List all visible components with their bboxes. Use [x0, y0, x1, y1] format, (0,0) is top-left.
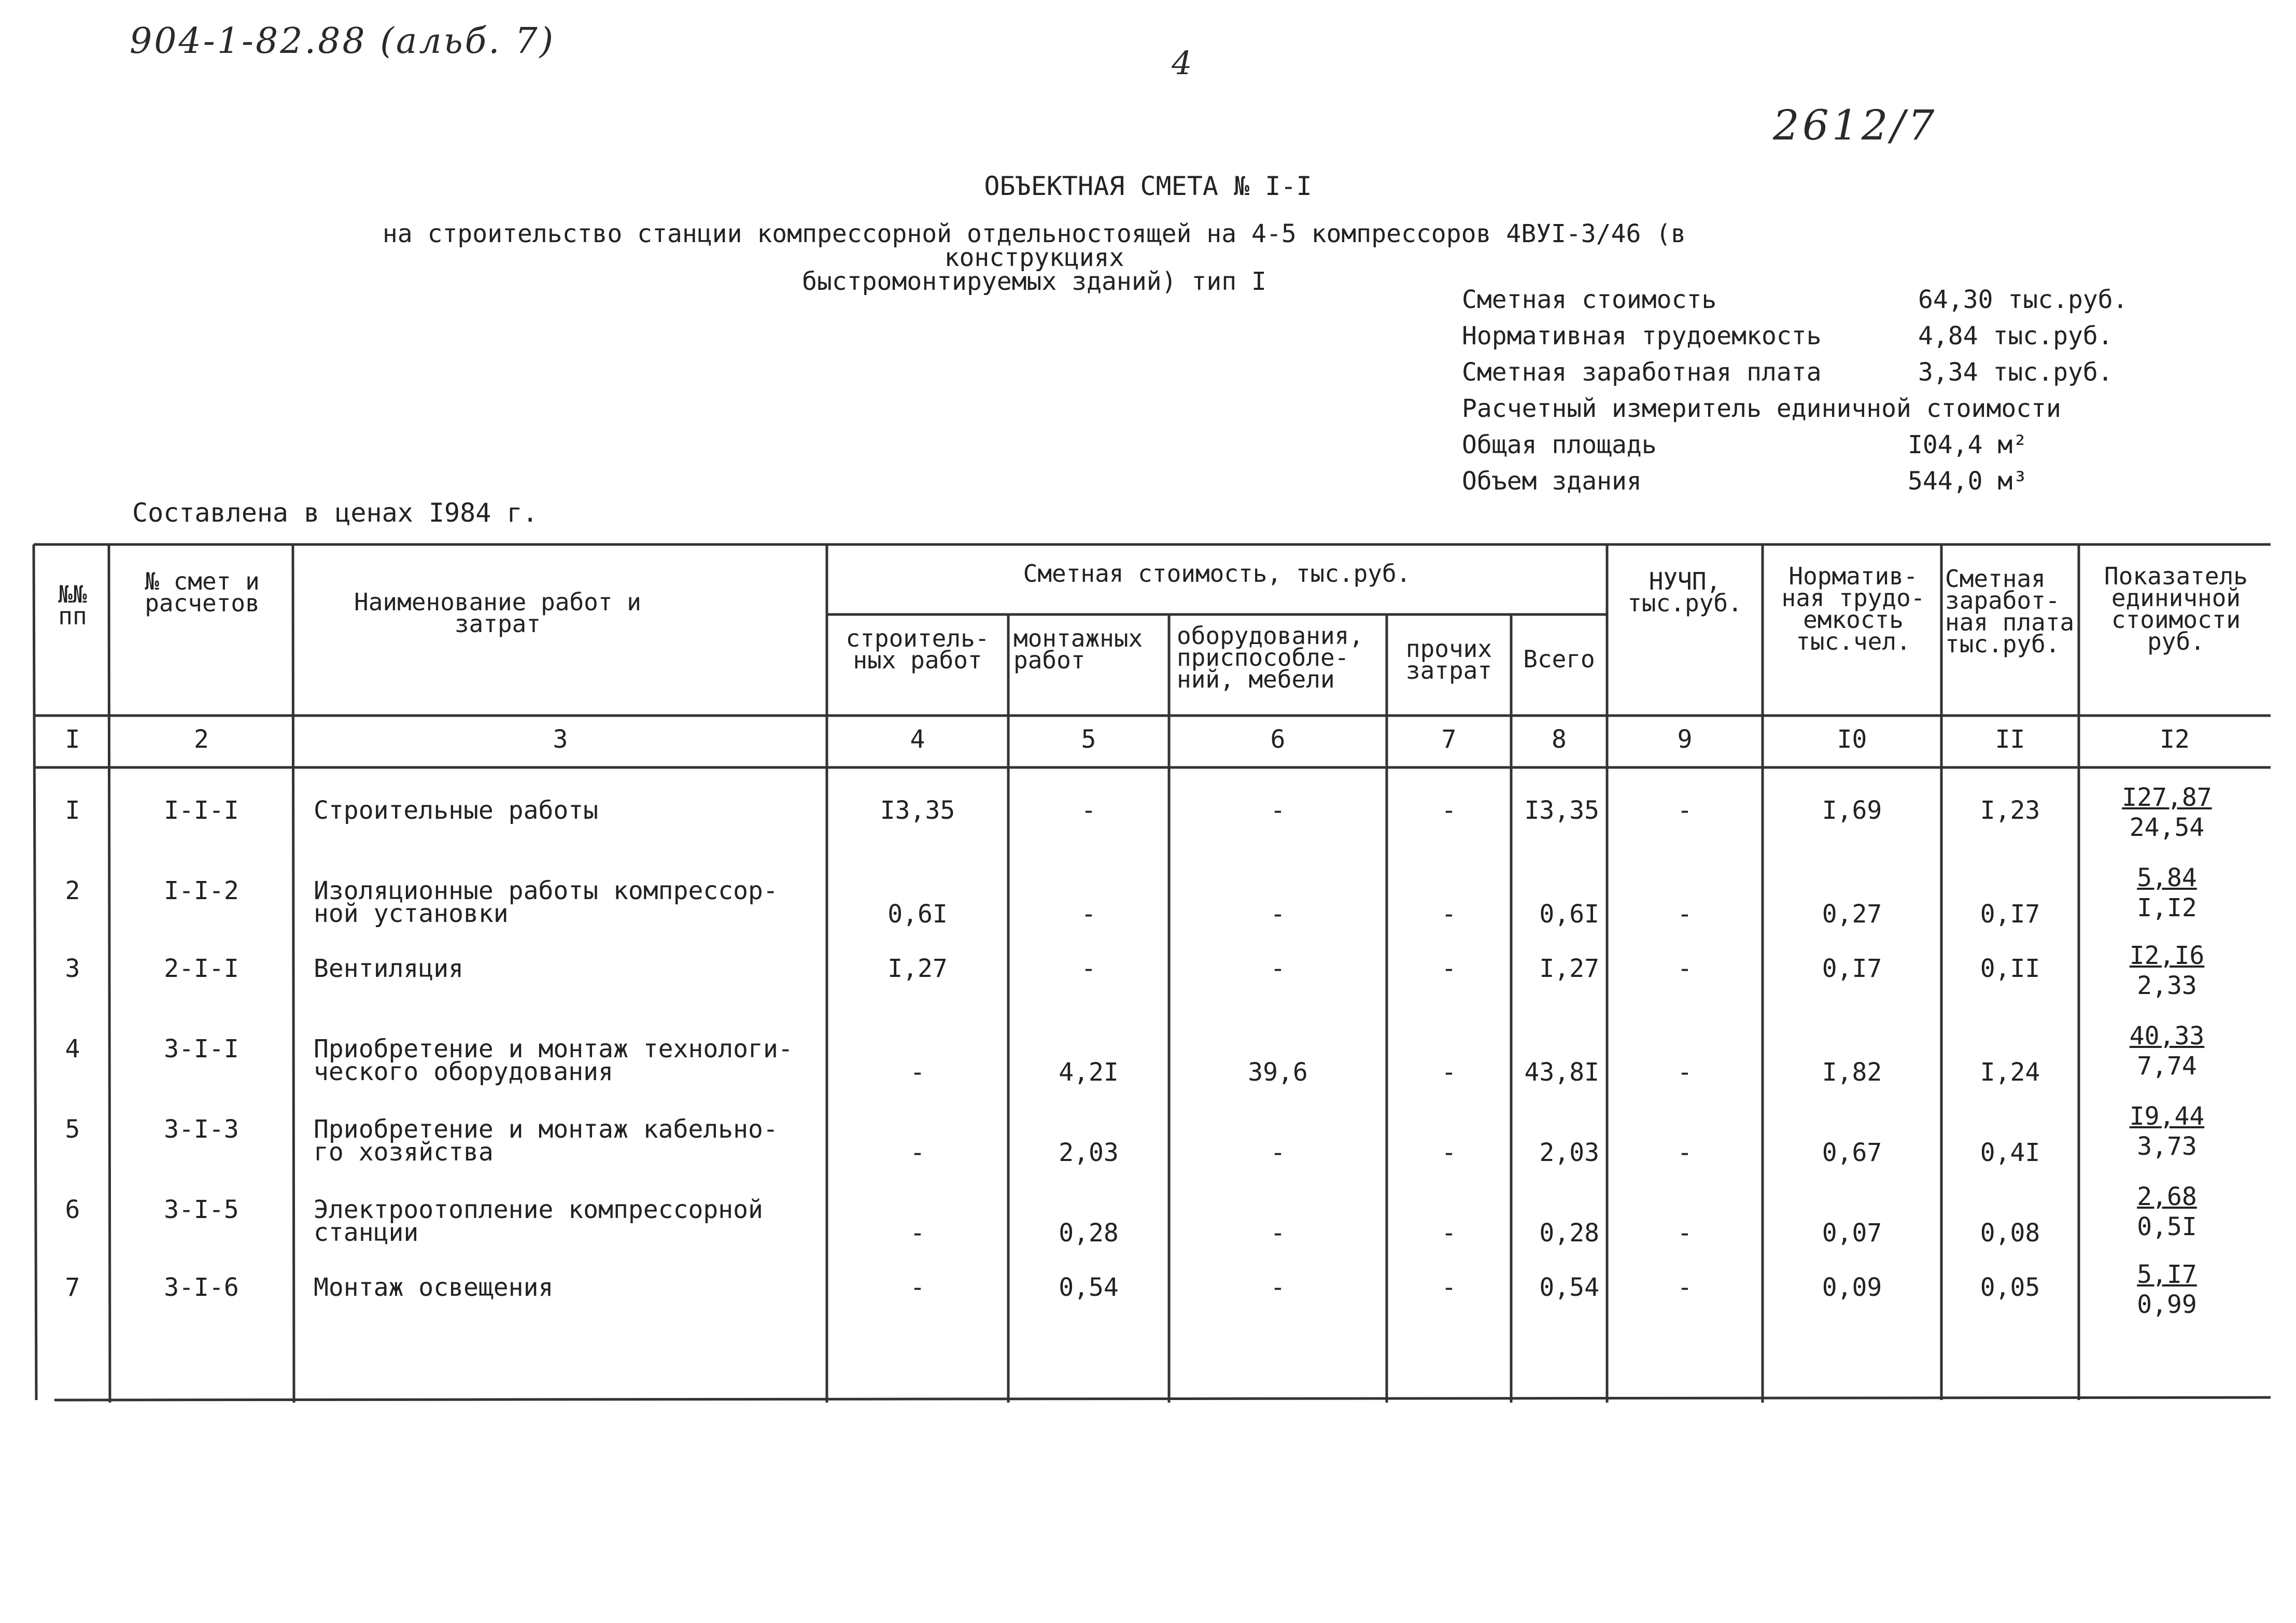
column-number-7: 7 — [1441, 725, 1457, 754]
row-work-name-cont: го хозяйства — [314, 1138, 494, 1167]
indicator-denominator: 3,73 — [2137, 1132, 2197, 1161]
indicator-denominator: 0,99 — [2137, 1290, 2197, 1319]
row-estimate-number: I-I-I — [164, 796, 239, 825]
header-work-name: Наименование работ и затрат — [354, 588, 641, 638]
indicator-numerator: 40,33 — [2129, 1022, 2205, 1051]
row-estimate-number: 3-I-6 — [164, 1273, 239, 1302]
cell-mounting: 4,2I — [1059, 1058, 1119, 1087]
header-num: №№ пп — [58, 580, 87, 630]
cell-nuchp: - — [1677, 1273, 1693, 1302]
cell-mounting: 0,54 — [1059, 1273, 1119, 1302]
cell-equipment: 39,6 — [1248, 1058, 1308, 1087]
row-number: 4 — [65, 1034, 80, 1064]
column-number-6: 6 — [1270, 725, 1286, 754]
cell-mounting: - — [1081, 954, 1096, 983]
cell-labor: I,69 — [1822, 796, 1882, 825]
indicator-denominator: 2,33 — [2137, 971, 2197, 1000]
row-estimate-number: I-I-2 — [164, 876, 239, 905]
cell-wage: 0,08 — [1980, 1219, 2040, 1248]
cell-unit-cost-indicator — [2094, 863, 2239, 922]
table-bottom-border — [54, 1397, 2271, 1400]
cell-equipment: - — [1270, 954, 1286, 983]
row-number: 7 — [65, 1273, 80, 1302]
row-work-name-cont: ной установки — [314, 899, 509, 928]
row-number: I — [65, 796, 80, 825]
row-estimate-number: 2-I-I — [164, 954, 239, 983]
row-work-name: Вентиляция — [314, 954, 463, 983]
meter-label: Расчетный измеритель единичной стоимости — [1462, 394, 2061, 423]
cell-mounting: 2,03 — [1059, 1138, 1119, 1167]
cell-construction: 0,6I — [888, 900, 948, 929]
column-number-11: II — [1995, 725, 2025, 754]
cell-wage: 0,II — [1980, 954, 2040, 983]
row-work-name-cont: станции — [314, 1218, 419, 1247]
labor-value: 4,84 тыс.руб. — [1918, 321, 2113, 351]
cell-total: 0,28 — [1539, 1219, 1599, 1248]
cell-unit-cost-indicator — [2094, 1022, 2239, 1081]
row-number: 5 — [65, 1115, 80, 1144]
wage-label: Сметная заработная плата — [1462, 358, 1822, 387]
cell-unit-cost-indicator — [2094, 783, 2239, 842]
cell-other: - — [1441, 796, 1457, 825]
cell-labor: I,82 — [1822, 1058, 1882, 1087]
cell-nuchp: - — [1677, 1219, 1693, 1248]
cell-mounting: 0,28 — [1059, 1219, 1119, 1248]
cell-unit-cost-indicator — [2094, 941, 2239, 1000]
row-work-name: Электроотопление компрессорной — [314, 1195, 763, 1224]
cell-total: 43,8I — [1524, 1058, 1599, 1087]
indicator-denominator: 24,54 — [2129, 813, 2205, 842]
column-number-8: 8 — [1552, 725, 1567, 754]
row-number: 6 — [65, 1195, 80, 1224]
cell-construction: - — [910, 1138, 925, 1167]
column-number-9: 9 — [1677, 725, 1693, 754]
row-work-name: Приобретение и монтаж кабельно- — [314, 1115, 778, 1144]
column-number-3: 3 — [553, 725, 568, 754]
cell-wage: 0,4I — [1980, 1138, 2040, 1167]
cell-labor: 0,07 — [1822, 1219, 1882, 1248]
header-mounting-works: монтажных работ — [1013, 624, 1143, 674]
indicator-numerator: 5,I7 — [2137, 1260, 2197, 1289]
cell-total: I,27 — [1539, 954, 1599, 983]
cell-equipment: - — [1270, 1219, 1286, 1248]
cell-other: - — [1441, 1058, 1457, 1087]
cell-unit-cost-indicator — [2094, 1182, 2239, 1241]
indicator-numerator: I2,I6 — [2129, 941, 2205, 970]
cell-equipment: - — [1270, 1273, 1286, 1302]
column-number-12: I2 — [2160, 725, 2190, 754]
cell-unit-cost-indicator — [2094, 1260, 2239, 1319]
cell-total: 0,6I — [1539, 900, 1599, 929]
indicator-numerator: I9,44 — [2129, 1102, 2205, 1131]
row-number: 2 — [65, 876, 80, 905]
header-construction-works: строитель- ных работ — [846, 624, 990, 674]
cell-wage: I,24 — [1980, 1058, 2040, 1087]
row-work-name: Строительные работы — [314, 796, 599, 825]
cell-labor: 0,27 — [1822, 900, 1882, 929]
header-equipment: оборудования, приспособле- ний, мебели — [1177, 622, 1364, 693]
cell-construction: - — [910, 1058, 925, 1087]
indicator-denominator: 7,74 — [2137, 1052, 2197, 1081]
header-unit-cost-indicator: Показатель единичной стоимости руб. — [2104, 562, 2248, 655]
cell-nuchp: - — [1677, 1138, 1693, 1167]
row-estimate-number: 3-I-3 — [164, 1115, 239, 1144]
cell-labor: 0,67 — [1822, 1138, 1882, 1167]
cell-other: - — [1441, 1219, 1457, 1248]
row-work-name: Приобретение и монтаж технологи- — [314, 1034, 793, 1064]
cell-construction: - — [910, 1219, 925, 1248]
row-estimate-number: 3-I-5 — [164, 1195, 239, 1224]
cell-construction: I,27 — [888, 954, 948, 983]
indicator-numerator: 2,68 — [2137, 1182, 2197, 1211]
cell-mounting: - — [1081, 796, 1096, 825]
cell-equipment: - — [1270, 1138, 1286, 1167]
subtitle-line-2: быстромонтируемых зданий) тип I — [802, 267, 1266, 296]
page-number: 4 — [1172, 44, 1192, 82]
subtitle-line-1: на строительство станции компрессорной отдельностоящей на 4-5 компрессоров 4ВУI-3/46 (в конструкциях — [382, 219, 1686, 272]
labor-label: Нормативная трудоемкость — [1462, 321, 1822, 351]
row-estimate-number: 3-I-I — [164, 1034, 239, 1064]
cell-labor: 0,I7 — [1822, 954, 1882, 983]
column-number-10: I0 — [1837, 725, 1867, 754]
header-normative-labor: Норматив- ная трудо- емкость тыс.чел. — [1781, 562, 1925, 655]
volume-label: Объем здания — [1462, 467, 1642, 496]
row-number: 3 — [65, 954, 80, 983]
cell-labor: 0,09 — [1822, 1273, 1882, 1302]
cell-other: - — [1441, 954, 1457, 983]
indicator-denominator: I,I2 — [2137, 893, 2197, 922]
column-number-5: 5 — [1081, 725, 1096, 754]
cell-mounting: - — [1081, 900, 1096, 929]
cell-total: 2,03 — [1539, 1138, 1599, 1167]
cost-value: 64,30 тыс.руб. — [1918, 285, 2128, 314]
area-value: I04,4 м² — [1908, 430, 2028, 459]
row-work-name: Изоляционные работы компрессор- — [314, 876, 778, 905]
header-total: Всего — [1523, 645, 1595, 673]
header-nuchp: НУЧП, тыс.руб. — [1627, 567, 1742, 617]
cell-other: - — [1441, 900, 1457, 929]
cell-wage: 0,05 — [1980, 1273, 2040, 1302]
cell-equipment: - — [1270, 900, 1286, 929]
cell-equipment: - — [1270, 796, 1286, 825]
indicator-numerator: 5,84 — [2137, 863, 2197, 892]
cell-total: I3,35 — [1524, 796, 1599, 825]
header-other-costs: прочих затрат — [1405, 635, 1492, 684]
header-estimate-number: № смет и расчетов — [145, 567, 260, 617]
cell-other: - — [1441, 1138, 1457, 1167]
cell-nuchp: - — [1677, 954, 1693, 983]
registration-number: 2612/7 — [1773, 101, 1938, 149]
row-work-name-cont: ческого оборудования — [314, 1057, 613, 1086]
column-number-2: 2 — [194, 725, 209, 754]
cell-construction: I3,35 — [880, 796, 955, 825]
price-basis-note: Составлена в ценах I984 г. — [132, 498, 538, 528]
cell-wage: 0,I7 — [1980, 900, 2040, 929]
row-work-name: Монтаж освещения — [314, 1273, 554, 1302]
document-title: ОБЪЕКТНАЯ СМЕТА № I-I — [984, 171, 1312, 201]
header-estimated-wages: Сметная заработ- ная плата тыс.руб. — [1945, 565, 2075, 658]
wage-value: 3,34 тыс.руб. — [1918, 358, 2113, 387]
area-label: Общая площадь — [1462, 430, 1657, 459]
cell-nuchp: - — [1677, 796, 1693, 825]
indicator-numerator: I27,87 — [2122, 783, 2212, 812]
cell-total: 0,54 — [1539, 1273, 1599, 1302]
cell-other: - — [1441, 1273, 1457, 1302]
cell-wage: I,23 — [1980, 796, 2040, 825]
cost-label: Сметная стоимость — [1462, 285, 1717, 314]
cell-nuchp: - — [1677, 1058, 1693, 1087]
column-number-4: 4 — [910, 725, 925, 754]
header-cost-group: Сметная стоимость, тыс.руб. — [1023, 559, 1411, 587]
column-number-1: I — [65, 725, 80, 754]
document-code: 904-1-82.88 (альб. 7) — [130, 21, 556, 62]
cell-construction: - — [910, 1273, 925, 1302]
cell-unit-cost-indicator — [2094, 1102, 2239, 1161]
cell-nuchp: - — [1677, 900, 1693, 929]
volume-value: 544,0 м³ — [1908, 467, 2028, 496]
indicator-denominator: 0,5I — [2137, 1212, 2197, 1241]
